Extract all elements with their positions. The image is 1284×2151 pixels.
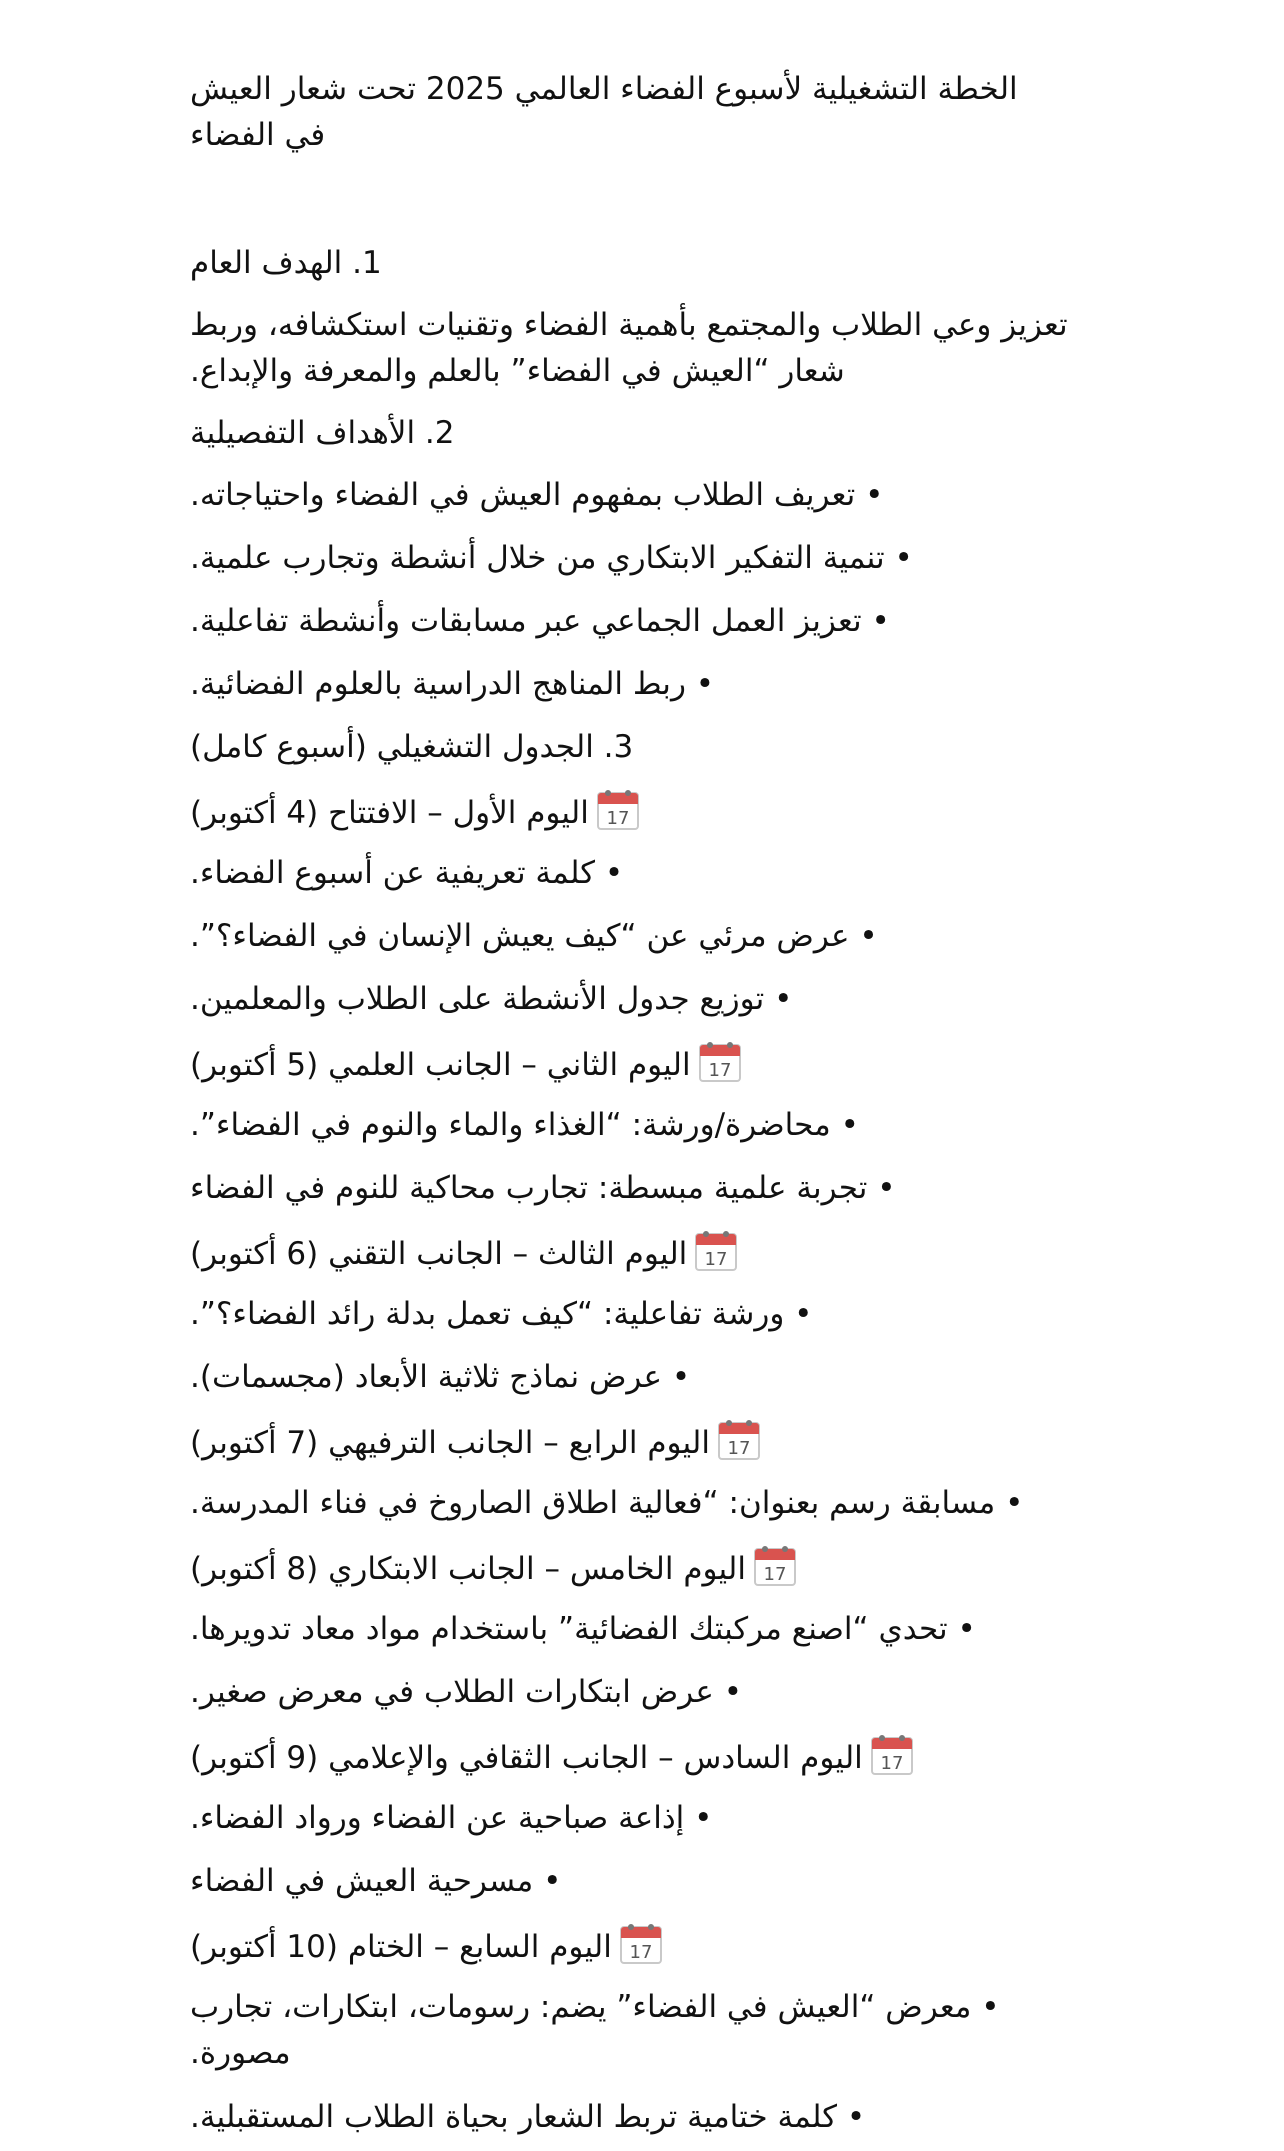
detailed-goal-item: • تعزيز العمل الجماعي عبر مسابقات وأنشطة تفاعلية.: [190, 603, 890, 639]
general-goal-text: تعزيز وعي الطلاب والمجتمع بأهمية الفضاء وتقنيات استكشافه، وربط شعار “العيش في الفضاء” بالعلم والمعرفة والإبداع.: [190, 307, 1068, 389]
detailed-goal-item: • تنمية التفكير الابتكاري من خلال أنشطة وتجارب علمية.: [190, 540, 913, 576]
day-item: • معرض “العيش في الفضاء” يضم: رسومات، ابتكارات، تجارب مصورة.: [190, 1989, 1000, 2071]
day-title-text: اليوم الأول – الافتتاح (4 أكتوبر): [190, 795, 589, 831]
detailed-goals-heading: 2. الأهداف التفصيلية: [190, 415, 455, 451]
day-item: • كلمة ختامية تربط الشعار بحياة الطلاب المستقبلية.: [190, 2099, 866, 2135]
day-1-title: [190, 787, 1090, 836]
day-item: • توزيع جدول الأنشطة على الطلاب والمعلمين.: [190, 981, 793, 1017]
day-item: • عرض ابتكارات الطلاب في معرض صغير.: [190, 1674, 742, 1710]
general-goal-heading: 1. الهدف العام: [190, 245, 382, 281]
day-title-text: اليوم الرابع – الجانب الترفيهي (7 أكتوبر): [190, 1425, 710, 1461]
calendar-icon-date: 17: [629, 1942, 653, 1963]
day-7-title: [190, 1921, 1090, 1970]
day-title-text: اليوم الثالث – الجانب التقني (6 أكتوبر): [190, 1236, 688, 1272]
day-item: • تحدي “اصنع مركبتك الفضائية” باستخدام مواد معاد تدويرها.: [190, 1611, 976, 1647]
calendar-icon: [595, 787, 641, 831]
day-item: • مسابقة رسم بعنوان: “فعالية اطلاق الصاروخ في فناء المدرسة.: [190, 1485, 1024, 1521]
calendar-icon-date: 17: [708, 1060, 732, 1081]
document-page: [190, 0, 1090, 2151]
day-title-text: اليوم السابع – الختام (10 أكتوبر): [190, 1929, 612, 1965]
schedule-heading: 3. الجدول التشغيلي (أسبوع كامل): [190, 729, 634, 765]
calendar-icon: [869, 1732, 915, 1776]
calendar-icon: [716, 1417, 762, 1461]
detailed-goal-item: • ربط المناهج الدراسية بالعلوم الفضائية.: [190, 666, 715, 702]
calendar-icon-date: 17: [880, 1753, 904, 1774]
calendar-icon-date: 17: [763, 1564, 787, 1585]
day-item: • تجربة علمية مبسطة: تجارب محاكية للنوم في الفضاء: [190, 1170, 896, 1206]
day-item: • مسرحية العيش في الفضاء: [190, 1863, 562, 1899]
calendar-icon: [752, 1543, 798, 1587]
day-5-title: [190, 1543, 1090, 1592]
day-title-text: اليوم الخامس – الجانب الابتكاري (8 أكتوبر): [190, 1551, 746, 1587]
day-item: • كلمة تعريفية عن أسبوع الفضاء.: [190, 855, 624, 891]
calendar-icon: [618, 1921, 664, 1965]
day-title-text: اليوم الثاني – الجانب العلمي (5 أكتوبر): [190, 1047, 691, 1083]
day-item: • ورشة تفاعلية: “كيف تعمل بدلة رائد الفضاء؟”.: [190, 1296, 813, 1332]
calendar-icon: [697, 1039, 743, 1083]
calendar-icon: [693, 1228, 739, 1272]
day-title-text: اليوم السادس – الجانب الثقافي والإعلامي (9 أكتوبر): [190, 1740, 863, 1776]
document-title: الخطة التشغيلية لأسبوع الفضاء العالمي 2025 تحت شعار العيش في الفضاء: [190, 71, 1018, 153]
day-item: • عرض مرئي عن “كيف يعيش الإنسان في الفضاء؟”.: [190, 918, 878, 954]
day-3-title: [190, 1228, 1090, 1277]
day-item: • محاضرة/ورشة: “الغذاء والماء والنوم في الفضاء”.: [190, 1107, 859, 1143]
day-item: • عرض نماذج ثلاثية الأبعاد (مجسمات).: [190, 1359, 691, 1395]
calendar-icon-date: 17: [727, 1438, 751, 1459]
calendar-icon-date: 17: [606, 808, 630, 829]
day-4-title: [190, 1417, 1090, 1466]
day-6-title: [190, 1732, 1090, 1781]
calendar-icon-date: 17: [704, 1249, 728, 1270]
day-2-title: [190, 1039, 1090, 1088]
day-item: • إذاعة صباحية عن الفضاء ورواد الفضاء.: [190, 1800, 713, 1836]
detailed-goal-item: • تعريف الطلاب بمفهوم العيش في الفضاء واحتياجاته.: [190, 477, 884, 513]
